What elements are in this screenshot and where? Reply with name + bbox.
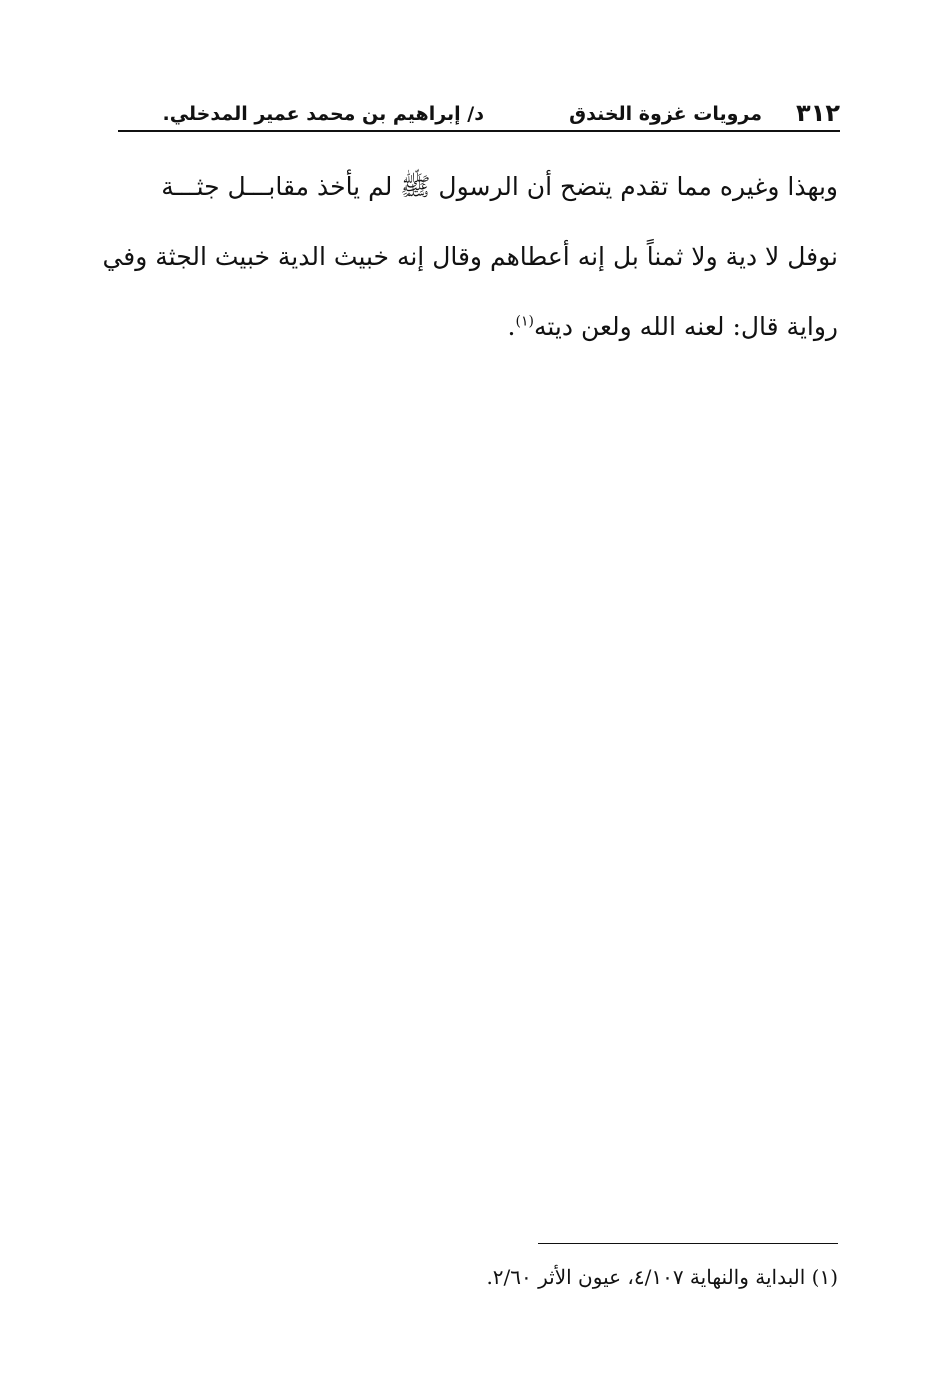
footnote-1: (١) البداية والنهاية ٤/١٠٧، عيون الأثر ٢/٦٠. xyxy=(486,1265,838,1289)
footnote-divider xyxy=(538,1243,838,1244)
text-line-3 xyxy=(120,292,838,362)
text-line-1: وبهذا وغيره مما تقدم يتضح أن الرسول ﷺ لم يأخذ مقابـــل جثـــة xyxy=(161,172,838,201)
text-line-3-content: رواية قال: لعنه الله ولعن ديته xyxy=(533,312,838,341)
sentence-end: . xyxy=(507,312,516,341)
text-line-2: نوفل لا دية ولا ثمناً بل إنه أعطاهم وقال إنه خبيث الدية خبيث الجثة وفي xyxy=(102,242,838,271)
author-name: د/ إبراهيم بن محمد عمير المدخلي. xyxy=(162,103,484,125)
book-title: مرويات غزوة الخندق xyxy=(569,103,762,125)
main-text xyxy=(102,152,838,362)
header-divider xyxy=(118,130,840,132)
page-number: ٣١٢ xyxy=(796,99,840,127)
footnote-reference[interactable]: (١) xyxy=(515,313,534,330)
page-header xyxy=(118,96,840,132)
